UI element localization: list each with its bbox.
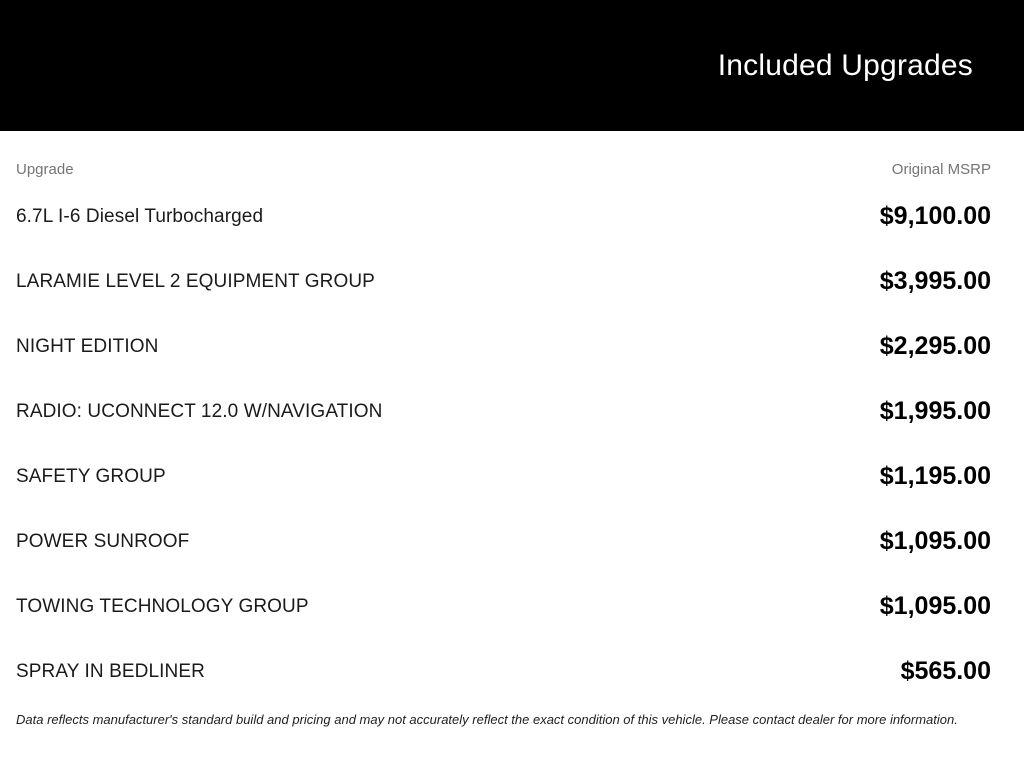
upgrade-msrp: $3,995.00 xyxy=(879,267,991,295)
upgrade-name: LARAMIE LEVEL 2 EQUIPMENT GROUP xyxy=(16,270,375,292)
column-header-upgrade: Upgrade xyxy=(16,161,74,178)
upgrade-msrp: $1,095.00 xyxy=(879,592,991,620)
upgrade-msrp: $1,995.00 xyxy=(879,397,991,425)
table-row xyxy=(16,509,991,574)
upgrade-name: NIGHT EDITION xyxy=(16,335,159,357)
upgrade-msrp: $2,295.00 xyxy=(879,332,991,360)
upgrade-name: RADIO: UCONNECT 12.0 W/NAVIGATION xyxy=(16,400,383,422)
table-row xyxy=(16,379,991,444)
upgrade-msrp: $9,100.00 xyxy=(879,202,991,230)
upgrade-name: TOWING TECHNOLOGY GROUP xyxy=(16,595,309,617)
upgrade-msrp: $1,195.00 xyxy=(879,462,991,490)
table-body xyxy=(16,184,991,704)
table-row xyxy=(16,184,991,249)
upgrade-msrp: $1,095.00 xyxy=(879,527,991,555)
page-title: Included Upgrades xyxy=(717,48,973,82)
upgrade-msrp: $565.00 xyxy=(900,657,991,685)
table-row xyxy=(16,314,991,379)
table-row xyxy=(16,249,991,314)
upgrade-name: SPRAY IN BEDLINER xyxy=(16,660,205,682)
table-row xyxy=(16,444,991,509)
table-header-row xyxy=(16,161,991,179)
upgrade-name: 6.7L I-6 Diesel Turbocharged xyxy=(16,205,264,227)
upgrade-name: SAFETY GROUP xyxy=(16,465,166,487)
column-header-msrp: Original MSRP xyxy=(891,161,991,178)
header-band xyxy=(0,0,1024,131)
upgrade-name: POWER SUNROOF xyxy=(16,530,190,552)
table-row xyxy=(16,574,991,639)
disclaimer-text: Data reflects manufacturer's standard build and pricing and may not accurately reflect the exact condition of this vehicle. Please contact dealer for more information. xyxy=(16,712,958,727)
upgrades-table xyxy=(0,161,1024,727)
table-row xyxy=(16,639,991,704)
